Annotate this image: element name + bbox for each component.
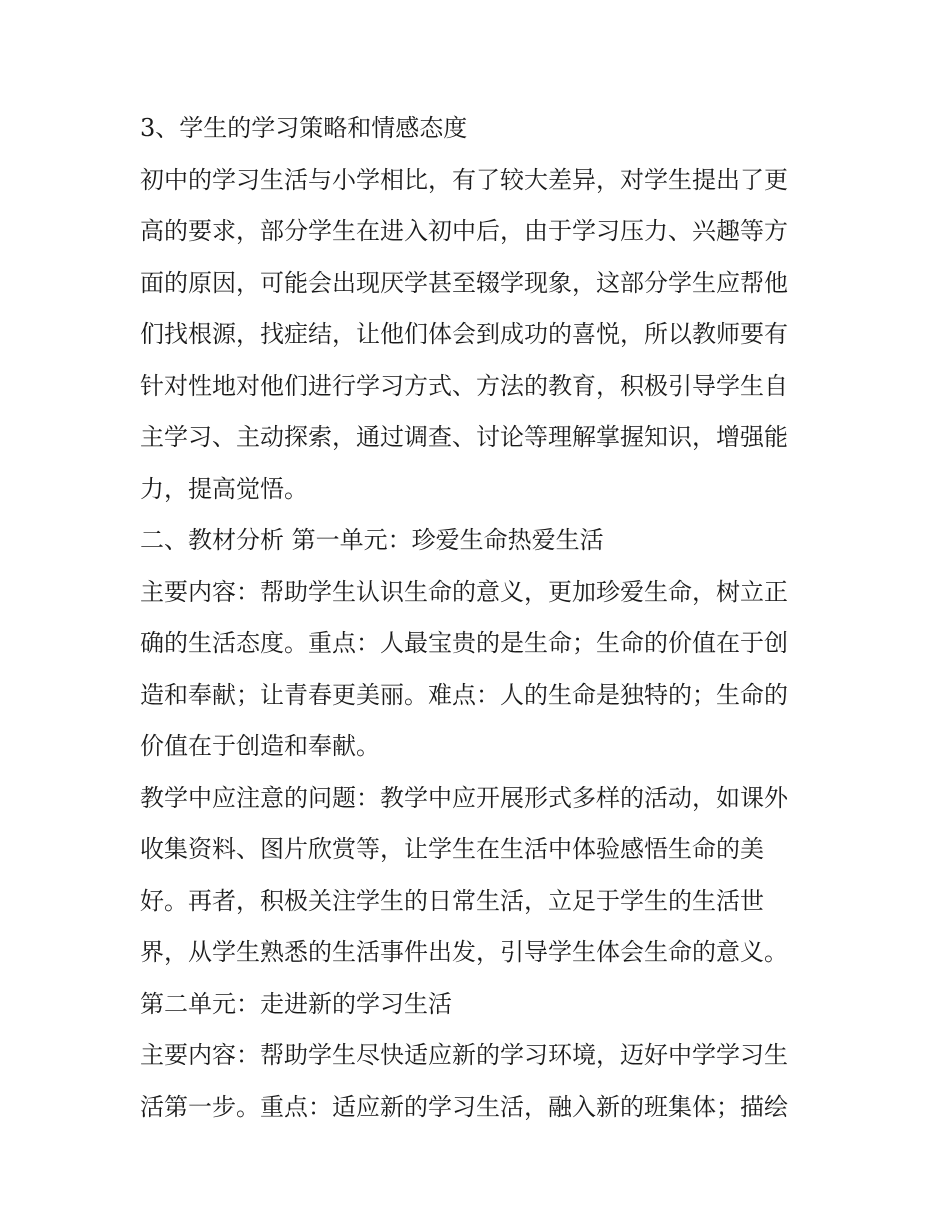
- paragraph-line: 好。再者，积极关注学生的日常生活，立足于学生的生活世: [140, 886, 764, 915]
- section-heading-textbook-analysis: 二、教材分析 第一单元：珍爱生命热爱生活: [140, 526, 604, 554]
- document-body: [140, 103, 820, 1133]
- paragraph-line: 针对性地对他们进行学习方式、方法的教育，积极引导学生自: [140, 371, 788, 400]
- paragraph-line: 收集资料、图片欣赏等，让学生在生活中体验感悟生命的美: [140, 835, 764, 863]
- paragraph-line: 力，提高觉悟。: [140, 474, 308, 503]
- section-heading-learning-strategy: 3、学生的学习策略和情感态度: [140, 114, 468, 142]
- paragraph-line: 界，从学生熟悉的生活事件出发，引导学生体会生命的意义。: [140, 938, 788, 966]
- paragraph-line: 教学中应注意的问题：教学中应开展形式多样的活动，如课外: [140, 783, 788, 812]
- paragraph-line: 初中的学习生活与小学相比，有了较大差异，对学生提出了更: [140, 165, 788, 194]
- paragraph-line: 活第一步。重点：适应新的学习生活，融入新的班集体；描绘: [140, 1092, 788, 1121]
- paragraph-line: 主要内容：帮助学生认识生命的意义，更加珍爱生命，树立正: [140, 577, 788, 606]
- section-heading-unit-two: 第二单元：走进新的学习生活: [140, 989, 452, 1018]
- paragraph-line: 主要内容：帮助学生尽快适应新的学习环境，迈好中学学习生: [140, 1041, 788, 1069]
- paragraph-line: 价值在于创造和奉献。: [140, 732, 380, 760]
- paragraph-line: 面的原因，可能会出现厌学甚至辍学现象，这部分学生应帮他: [140, 268, 788, 297]
- paragraph-line: 确的生活态度。重点：人最宝贵的是生命；生命的价值在于创: [140, 629, 788, 657]
- paragraph-line: 高的要求，部分学生在进入初中后，由于学习压力、兴趣等方: [140, 217, 788, 245]
- paragraph-line: 们找根源，找症结，让他们体会到成功的喜悦，所以教师要有: [140, 320, 788, 348]
- paragraph-line: 造和奉献；让青春更美丽。难点：人的生命是独特的；生命的: [140, 680, 788, 709]
- paragraph-line: 主学习、主动探索，通过调查、讨论等理解掌握知识，增强能: [140, 423, 788, 451]
